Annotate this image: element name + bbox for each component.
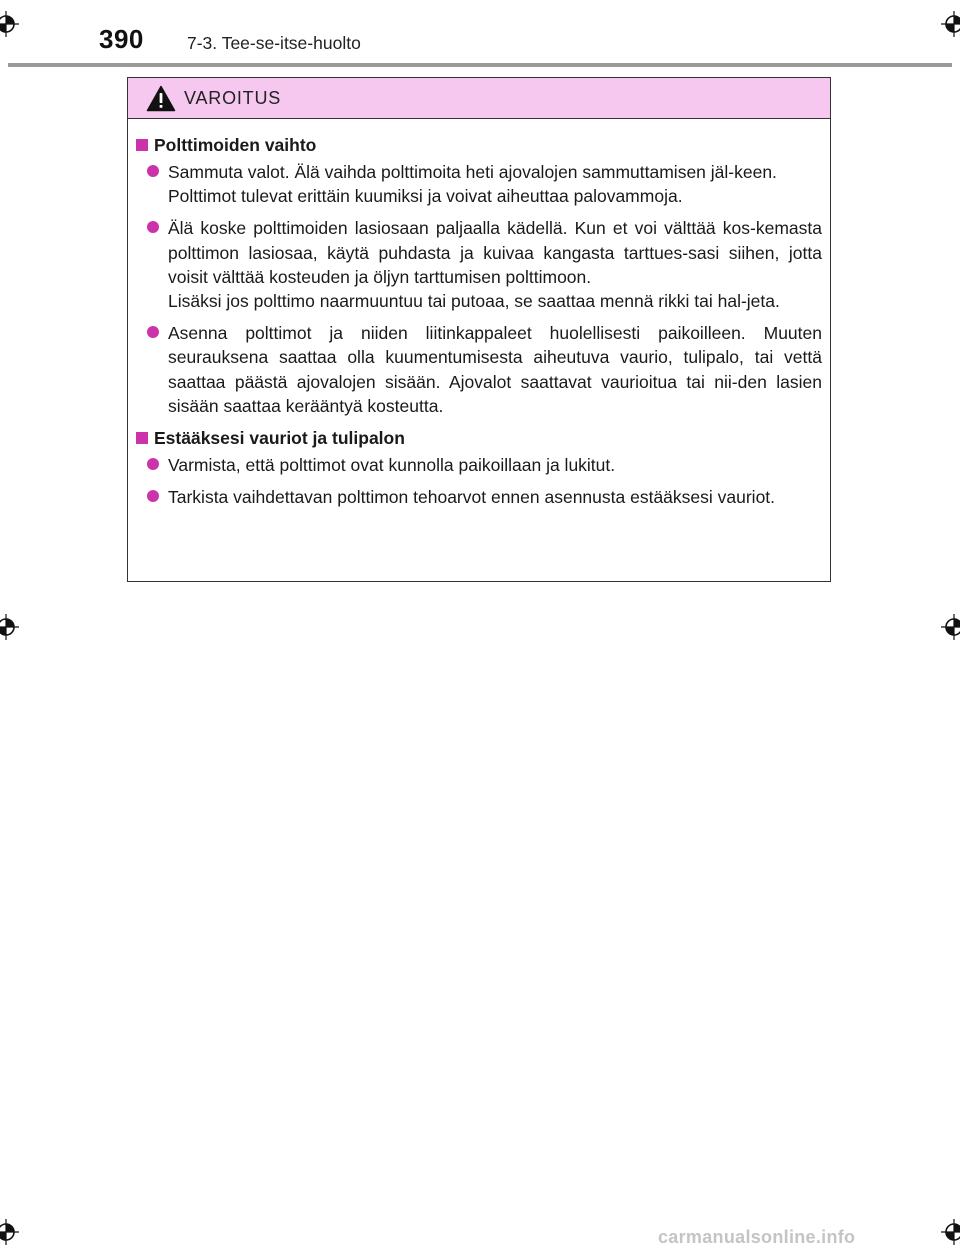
registration-mark-icon	[0, 1219, 19, 1245]
item-paragraph: Tarkista vaihdettavan polttimon tehoarvot ennen asennusta estääksesi vauriot.	[168, 487, 776, 508]
list-item	[131, 485, 822, 509]
section-heading-text: Estääksesi vauriot ja tulipalon	[154, 428, 405, 449]
square-bullet-icon	[136, 432, 148, 444]
registration-mark-icon	[941, 614, 960, 640]
circle-bullet-icon	[147, 326, 159, 338]
section-title: 7-3. Tee-se-itse-huolto	[187, 33, 361, 53]
list-item	[131, 216, 822, 313]
registration-mark-icon	[941, 11, 960, 37]
warning-body	[128, 119, 830, 509]
item-paragraph: Älä koske polttimoiden lasiosaan paljaalla kädellä. Kun et voi välttää kos-kemasta polttimon lasiosaa, käytä puhdasta ja kuivaa kangasta tarttues-sasi siihen, jotta voisit välttää kosteuden ja öljyn tarttumisen polttimoon.	[168, 218, 822, 287]
item-paragraph: Lisäksi jos polttimo naarmuuntuu tai putoaa, se saattaa mennä rikki tai hal-jeta.	[168, 291, 780, 312]
header-divider	[8, 63, 952, 67]
section-heading	[131, 426, 822, 450]
registration-mark-icon	[0, 11, 19, 37]
section-heading-text: Polttimoiden vaihto	[154, 135, 317, 155]
circle-bullet-icon	[147, 490, 159, 502]
item-paragraph: Asenna polttimot ja niiden liitinkappaleet huolellisesti paikoilleen. Muuten seurauksena saattaa olla kuumentumisesta aiheutuva vaurio, tulipalo, tai vettä saattaa päästä ajovalojen sisään. Ajovalot saattavat vaurioitua tai nii-den lasien sisään saattaa kerääntyä kosteutta.	[168, 323, 822, 416]
circle-bullet-icon	[147, 458, 159, 470]
circle-bullet-icon	[147, 165, 159, 177]
circle-bullet-icon	[147, 221, 159, 233]
item-paragraph: Sammuta valot. Älä vaihda polttimoita heti ajovalojen sammuttamisen jäl-keen.	[168, 162, 777, 182]
footer-watermark: carmanualsonline.info	[658, 1227, 856, 1247]
section-heading	[131, 133, 822, 157]
item-paragraph: Polttimot tulevat erittäin kuumiksi ja voivat aiheuttaa palovammoja.	[168, 186, 683, 207]
square-bullet-icon	[136, 139, 148, 151]
list-item	[131, 321, 822, 418]
warning-triangle-icon	[146, 85, 176, 112]
list-item	[131, 160, 822, 208]
list-item	[131, 453, 822, 477]
warning-box	[127, 77, 831, 582]
registration-mark-icon	[941, 1219, 960, 1245]
page-number: 390	[99, 24, 144, 54]
item-paragraph: Varmista, että polttimot ovat kunnolla paikoillaan ja lukitut.	[168, 455, 616, 476]
warning-header	[128, 78, 830, 119]
warning-title: VAROITUS	[184, 87, 282, 108]
registration-mark-icon	[0, 614, 19, 640]
